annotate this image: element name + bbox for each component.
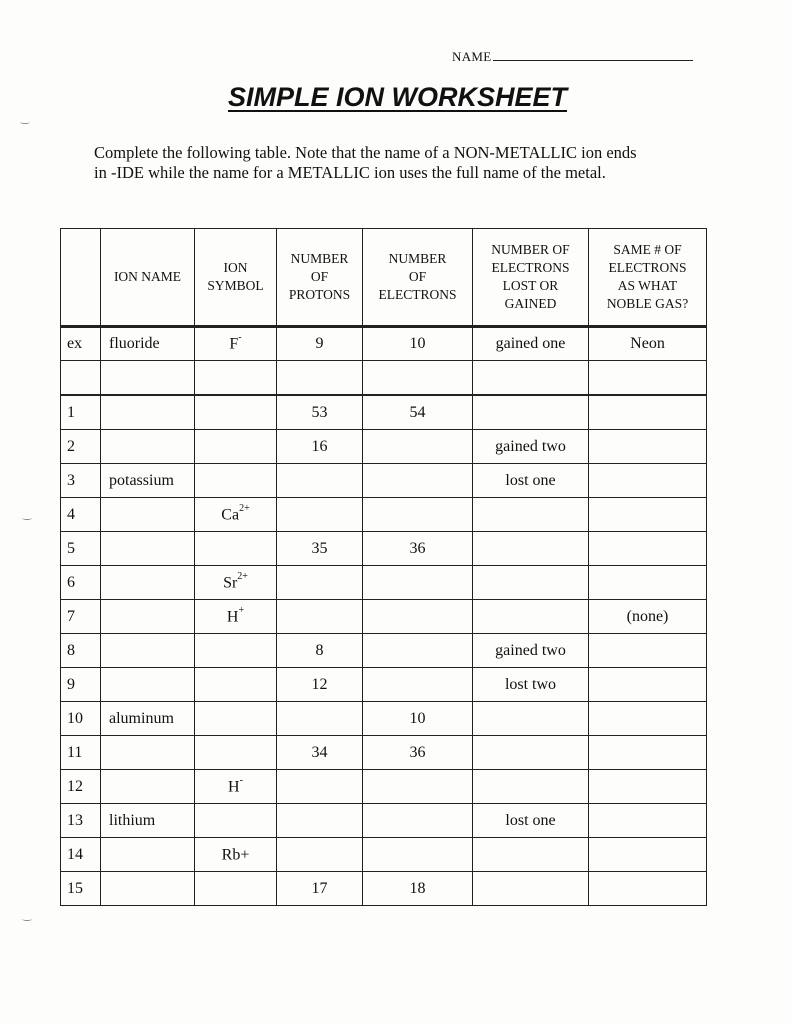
ion-symbol-cell: H- [195, 770, 277, 804]
table-row [61, 498, 707, 532]
name-field[interactable] [452, 48, 693, 65]
ion-name-cell[interactable] [101, 566, 195, 600]
row-number: 13 [61, 804, 101, 838]
ion-name-cell[interactable] [101, 736, 195, 770]
noble-gas-cell[interactable] [589, 634, 707, 668]
ion-symbol-cell[interactable] [195, 395, 277, 430]
table-row [61, 532, 707, 566]
noble-gas-cell[interactable] [589, 566, 707, 600]
ion-symbol-cell[interactable] [195, 430, 277, 464]
protons-cell[interactable] [277, 770, 363, 804]
electrons-cell[interactable] [363, 464, 473, 498]
margin-mark [20, 120, 30, 124]
electrons-cell: 36 [363, 532, 473, 566]
noble-gas-cell[interactable] [589, 464, 707, 498]
margin-mark [22, 516, 32, 520]
instructions [94, 143, 714, 183]
row-number: 15 [61, 872, 101, 906]
lost-gained-cell[interactable] [473, 498, 589, 532]
row-number: 7 [61, 600, 101, 634]
electrons-cell: 10 [363, 702, 473, 736]
ion-name-cell: aluminum [101, 702, 195, 736]
blank-cell[interactable] [277, 361, 363, 396]
protons-cell[interactable] [277, 702, 363, 736]
row-number: 6 [61, 566, 101, 600]
electrons-cell[interactable] [363, 668, 473, 702]
col-header-ion-name: ION NAME [101, 229, 195, 327]
row-number: 3 [61, 464, 101, 498]
instructions-line-2: in -IDE while the name for a METALLIC ion uses the full name of the metal. [94, 163, 606, 182]
table-row [61, 838, 707, 872]
blank-cell[interactable] [473, 361, 589, 396]
protons-cell[interactable] [277, 838, 363, 872]
electrons-cell[interactable] [363, 498, 473, 532]
ion-name-cell[interactable] [101, 634, 195, 668]
lost-gained-cell: lost one [473, 804, 589, 838]
ion-symbol-cell: $Sr^{2+}$ [195, 566, 277, 600]
table-row [61, 736, 707, 770]
noble-gas-cell[interactable] [589, 872, 707, 906]
ion-symbol-cell[interactable] [195, 668, 277, 702]
col-header-number [61, 229, 101, 327]
electrons-cell: 10 [363, 327, 473, 361]
lost-gained-cell[interactable] [473, 838, 589, 872]
name-label: NAME [452, 49, 492, 64]
lost-gained-cell: gained two [473, 634, 589, 668]
table-row [61, 770, 707, 804]
ion-symbol-cell: H+ [195, 600, 277, 634]
row-number: 14 [61, 838, 101, 872]
lost-gained-cell[interactable] [473, 532, 589, 566]
lost-gained-cell[interactable] [473, 395, 589, 430]
ion-symbol-cell[interactable] [195, 634, 277, 668]
table-row [61, 566, 707, 600]
protons-cell: 16 [277, 430, 363, 464]
electrons-cell: 18 [363, 872, 473, 906]
table-row [61, 668, 707, 702]
protons-cell[interactable] [277, 464, 363, 498]
protons-cell: 12 [277, 668, 363, 702]
table-header-row [61, 229, 707, 327]
protons-cell: 8 [277, 634, 363, 668]
col-header-noble-gas: SAME # OF ELECTRONS AS WHAT NOBLE GAS? [589, 229, 707, 327]
protons-cell: 34 [277, 736, 363, 770]
ion-table [60, 228, 707, 906]
row-number: 5 [61, 532, 101, 566]
lost-gained-cell[interactable] [473, 566, 589, 600]
protons-cell[interactable] [277, 566, 363, 600]
table-row [61, 600, 707, 634]
row-number: 1 [61, 395, 101, 430]
table-row [61, 395, 707, 430]
noble-gas-cell[interactable] [589, 838, 707, 872]
ion-name-cell[interactable] [101, 770, 195, 804]
ion-name-cell[interactable] [101, 430, 195, 464]
blank-cell[interactable] [101, 361, 195, 396]
protons-cell[interactable] [277, 804, 363, 838]
electrons-cell[interactable] [363, 804, 473, 838]
lost-gained-cell[interactable] [473, 770, 589, 804]
margin-mark [22, 917, 32, 921]
ion-symbol-cell: F- [195, 327, 277, 361]
protons-cell: 9 [277, 327, 363, 361]
electrons-cell[interactable] [363, 566, 473, 600]
lost-gained-cell[interactable] [473, 600, 589, 634]
lost-gained-cell: lost two [473, 668, 589, 702]
lost-gained-cell: gained one [473, 327, 589, 361]
electrons-cell[interactable] [363, 770, 473, 804]
ion-name-cell[interactable] [101, 872, 195, 906]
ion-symbol-cell: $Ca^{2+}$ [195, 498, 277, 532]
worksheet-title: SIMPLE ION WORKSHEET [227, 82, 568, 112]
noble-gas-cell[interactable] [589, 702, 707, 736]
blank-cell[interactable] [195, 361, 277, 396]
col-header-ion-symbol: ION SYMBOL [195, 229, 277, 327]
noble-gas-cell: Neon [589, 327, 707, 361]
blank-cell[interactable] [61, 361, 101, 396]
electrons-cell[interactable] [363, 838, 473, 872]
noble-gas-cell[interactable] [589, 736, 707, 770]
protons-cell: 35 [277, 532, 363, 566]
ion-name-cell: potassium [101, 464, 195, 498]
ion-name-cell[interactable] [101, 600, 195, 634]
row-number: 8 [61, 634, 101, 668]
ion-name-cell[interactable] [101, 668, 195, 702]
electrons-cell: 36 [363, 736, 473, 770]
blank-row [61, 361, 707, 396]
lost-gained-cell: gained two [473, 430, 589, 464]
table-row [61, 872, 707, 906]
row-number: ex [61, 327, 101, 361]
ion-name-cell[interactable] [101, 838, 195, 872]
ion-symbol-cell[interactable] [195, 872, 277, 906]
blank-cell[interactable] [363, 361, 473, 396]
noble-gas-cell[interactable] [589, 532, 707, 566]
col-header-protons: NUMBER OF PROTONS [277, 229, 363, 327]
row-number: 4 [61, 498, 101, 532]
noble-gas-cell[interactable] [589, 804, 707, 838]
lost-gained-cell[interactable] [473, 702, 589, 736]
example-row [61, 327, 707, 361]
ion-symbol-cell[interactable] [195, 804, 277, 838]
table-row [61, 804, 707, 838]
table-row [61, 702, 707, 736]
table-row [61, 464, 707, 498]
electrons-cell[interactable] [363, 600, 473, 634]
ion-name-cell: lithium [101, 804, 195, 838]
lost-gained-cell: lost one [473, 464, 589, 498]
table-row [61, 430, 707, 464]
ion-symbol-cell[interactable] [195, 464, 277, 498]
instructions-line-1: Complete the following table. Note that the name of a NON-METALLIC ion ends [94, 143, 637, 162]
noble-gas-cell: (none) [589, 600, 707, 634]
row-number: 2 [61, 430, 101, 464]
name-blank-line[interactable] [493, 48, 693, 61]
noble-gas-cell[interactable] [589, 395, 707, 430]
ion-name-cell: fluoride [101, 327, 195, 361]
table-row [61, 634, 707, 668]
row-number: 10 [61, 702, 101, 736]
row-number: 12 [61, 770, 101, 804]
protons-cell[interactable] [277, 600, 363, 634]
ion-name-cell[interactable] [101, 532, 195, 566]
electrons-cell[interactable] [363, 634, 473, 668]
ion-symbol-cell[interactable] [195, 702, 277, 736]
protons-cell[interactable] [277, 498, 363, 532]
noble-gas-cell[interactable] [589, 668, 707, 702]
col-header-lost-gained: NUMBER OF ELECTRONS LOST OR GAINED [473, 229, 589, 327]
electrons-cell[interactable] [363, 430, 473, 464]
noble-gas-cell[interactable] [589, 498, 707, 532]
protons-cell: 17 [277, 872, 363, 906]
protons-cell: 53 [277, 395, 363, 430]
noble-gas-cell[interactable] [589, 430, 707, 464]
electrons-cell: 54 [363, 395, 473, 430]
blank-cell[interactable] [589, 361, 707, 396]
col-header-electrons: NUMBER OF ELECTRONS [363, 229, 473, 327]
noble-gas-cell[interactable] [589, 770, 707, 804]
row-number: 11 [61, 736, 101, 770]
ion-name-cell[interactable] [101, 395, 195, 430]
ion-name-cell[interactable] [101, 498, 195, 532]
ion-symbol-cell: Rb+ [195, 838, 277, 872]
ion-symbol-cell[interactable] [195, 736, 277, 770]
row-number: 9 [61, 668, 101, 702]
lost-gained-cell[interactable] [473, 736, 589, 770]
ion-symbol-cell[interactable] [195, 532, 277, 566]
lost-gained-cell[interactable] [473, 872, 589, 906]
